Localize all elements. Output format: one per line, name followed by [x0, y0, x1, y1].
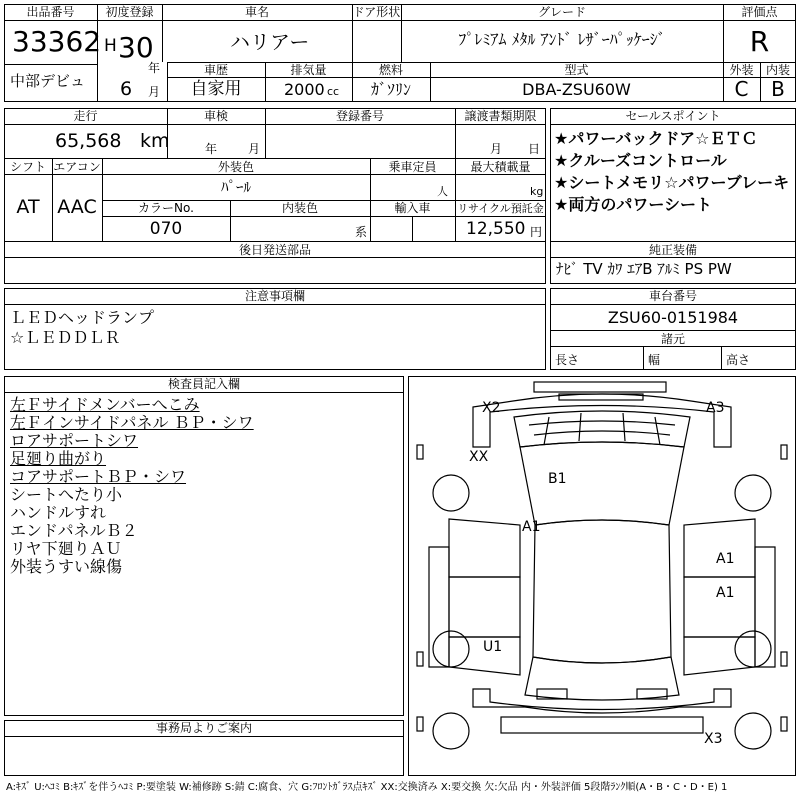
- transfer-month-unit: 月: [490, 142, 503, 156]
- history-label: 車歴: [203, 63, 228, 77]
- inspection-label: 車検: [203, 109, 228, 123]
- length-label: 長さ: [555, 353, 580, 367]
- damage-mark: A3: [706, 400, 725, 416]
- inspector-line: シートへたり小: [10, 485, 123, 504]
- color-no-label: カラーNo.: [138, 201, 194, 215]
- score-label: 評価点: [741, 5, 778, 19]
- damage-mark: A1: [716, 585, 735, 601]
- first-reg-label: 初度登録: [105, 5, 154, 19]
- model-code-label: 型式: [564, 63, 589, 77]
- exterior-label: 外装: [729, 63, 754, 77]
- car-name-label: 車名: [244, 5, 269, 19]
- capacity-label: 乗車定員: [388, 160, 437, 174]
- interior-grade: B: [771, 77, 785, 101]
- shift: AT: [16, 196, 40, 218]
- notes-line: ☆ＬＥＤＤＬＲ: [10, 328, 121, 347]
- month-unit: 月: [148, 85, 161, 99]
- chassis-label: 車台番号: [648, 289, 697, 303]
- sales-point-item: ★パワーバックドア☆ＥＴＣ: [554, 129, 758, 148]
- interior-label: 内装: [765, 63, 790, 77]
- load-unit: kg: [530, 185, 544, 198]
- inspector-line: エンドパネルＢ２: [10, 521, 138, 540]
- equipment-value: ﾅﾋﾞ TV ｶﾜ ｴｱB ｱﾙﾐ PS PW: [556, 260, 732, 278]
- displacement: 2000: [284, 80, 325, 99]
- office-label: 事務局よりご案内: [155, 721, 252, 735]
- year-unit: 年: [148, 61, 161, 75]
- equipment-label: 純正装備: [648, 243, 697, 257]
- mileage-unit: km: [140, 130, 170, 152]
- sales-point-item: ★クルーズコントロール: [554, 151, 727, 170]
- score: R: [749, 25, 770, 58]
- specs-label: 諸元: [660, 332, 685, 346]
- reg-year: 30: [118, 31, 154, 64]
- sales-point-item: ★両方のパワーシート: [554, 195, 713, 214]
- lot-label: 出品番号: [26, 5, 75, 19]
- int-color-unit: 系: [355, 225, 368, 239]
- displacement-unit: cc: [327, 85, 340, 98]
- transfer-label: 譲渡書類期限: [464, 109, 537, 123]
- damage-mark: B1: [548, 471, 567, 487]
- inspector-line: 左Ｆサイドメンバーへこみ: [10, 395, 200, 414]
- import-label: 輸入車: [394, 201, 431, 215]
- displacement-label: 排気量: [290, 63, 327, 77]
- debut-label: 中部デビュ: [10, 72, 86, 90]
- damage-mark: U1: [483, 639, 503, 655]
- fuel-label: 燃料: [378, 63, 403, 77]
- legend-text: A:ｷｽﾞ U:ﾍｺﾐ B:ｷｽﾞを伴うﾍｺﾐ P:要塗装 W:補修跡 S:錆 C:腐食、穴 G:ﾌﾛﾝﾄｶﾞﾗｽ点ｷｽﾞ XX:交換済み X:要交換 欠:欠品 内・外装評価 5段階ﾗﾝｸ順(A・B・C・D・E) 1: [6, 782, 728, 793]
- mileage-label: 走行: [73, 109, 98, 123]
- damage-mark: XX: [469, 449, 489, 465]
- damage-mark: X2: [482, 400, 501, 416]
- ext-color-label: 外装色: [217, 160, 254, 174]
- ac-label: エアコン: [53, 160, 101, 174]
- fuel: ｶﾞｿﾘﾝ: [370, 80, 411, 99]
- inspector-line: 足廻り曲がり: [10, 449, 107, 468]
- inspector-line: ハンドルすれ: [10, 503, 107, 522]
- width-label: 幅: [648, 353, 661, 367]
- ext-color: ﾊﾟｰﾙ: [220, 178, 251, 196]
- inspector-line: 外装うすい線傷: [10, 557, 123, 576]
- later-parts-label: 後日発送部品: [238, 243, 311, 257]
- recycle-label: リサイクル預託金: [457, 202, 544, 215]
- door-label: ドア形状: [352, 5, 401, 19]
- car-diagram: [408, 376, 796, 776]
- int-color-label: 内装色: [281, 201, 318, 215]
- grade-value: ﾌﾟﾚﾐｱﾑ ﾒﾀﾙ ｱﾝﾄﾞ ﾚｻﾞｰﾊﾟｯｹｰｼﾞ: [458, 30, 666, 49]
- inspection-year-unit: 年: [205, 142, 218, 156]
- notes-line: ＬＥＤヘッドランプ: [10, 308, 155, 327]
- ac: AAC: [57, 196, 97, 218]
- car-outline-diagram: [409, 377, 795, 775]
- era: H: [104, 36, 117, 56]
- capacity-unit: 人: [437, 185, 448, 198]
- grade-label: グレード: [537, 5, 586, 19]
- inspector-label: 検査員記入欄: [167, 377, 240, 391]
- damage-mark: A1: [716, 551, 735, 567]
- recycle-unit: 円: [530, 225, 543, 239]
- inspection-month-unit: 月: [248, 142, 261, 156]
- inspector-line: リヤ下廻りＡＵ: [10, 539, 122, 558]
- transfer-day-unit: 日: [528, 142, 541, 156]
- sales-point-item: ★シートメモリ☆パワーブレーキ: [554, 173, 790, 192]
- lot-number: 33362: [12, 25, 102, 58]
- inspector-line: コアサポートＢＰ・シワ: [10, 467, 187, 486]
- reg-no-label: 登録番号: [335, 109, 384, 123]
- load-label: 最大積載量: [470, 160, 531, 174]
- inspector-line: ロアサポートシワ: [10, 431, 139, 450]
- shift-label: シフト: [9, 160, 46, 174]
- history: 自家用: [190, 79, 242, 99]
- chassis-number: ZSU60-0151984: [607, 308, 739, 327]
- model-code: DBA-ZSU60W: [522, 80, 631, 99]
- reg-month: 6: [120, 78, 133, 100]
- mileage: 65,568: [55, 130, 122, 152]
- sales-point-list: [554, 128, 789, 216]
- recycle: 12,550: [466, 219, 526, 239]
- damage-mark: X3: [704, 731, 723, 747]
- car-name: ハリアー: [230, 30, 310, 54]
- inspector-line: 左Ｆインサイドパネル ＢＰ・シワ: [10, 413, 254, 432]
- height-label: 高さ: [726, 353, 751, 367]
- exterior-grade: C: [734, 77, 749, 101]
- damage-mark: A1: [522, 519, 541, 535]
- color-no: 070: [149, 219, 183, 239]
- sales-point-label: セールスポイント: [625, 109, 721, 123]
- inspector-notes: [10, 396, 254, 576]
- notes-label: 注意事項欄: [244, 289, 305, 303]
